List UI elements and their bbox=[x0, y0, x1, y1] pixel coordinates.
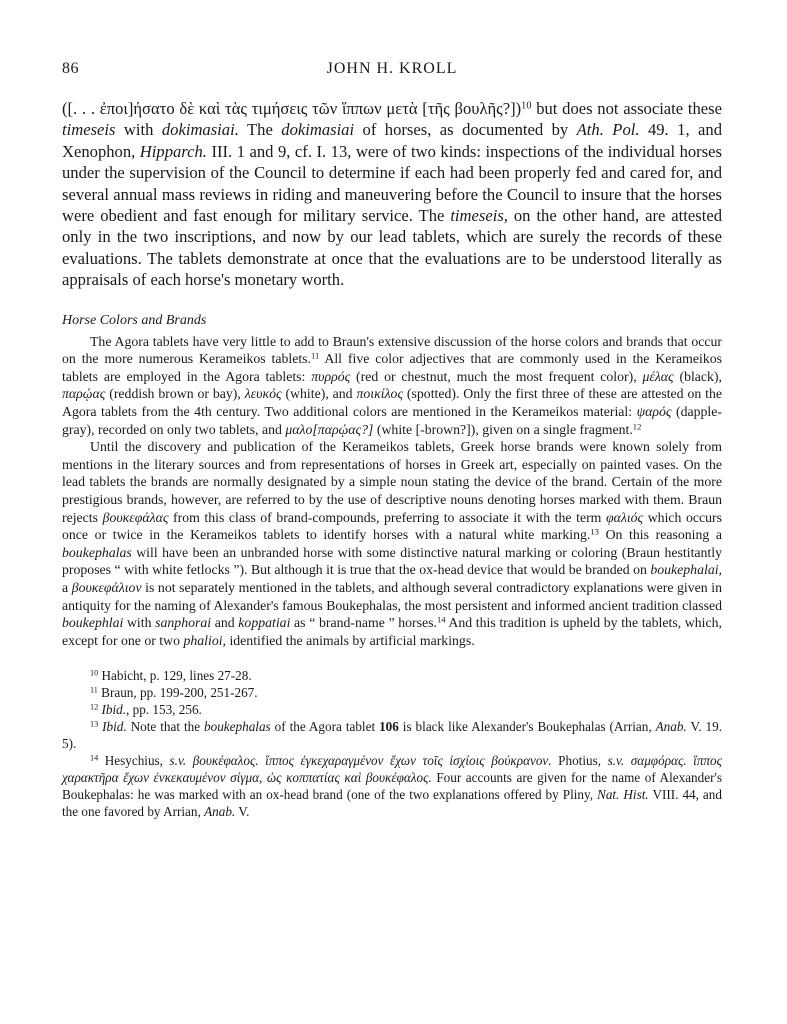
greek-quote: ([. . . ἐποι]ήσατο δὲ καὶ τὰς τιμήσεις τῶν ἵππων μετὰ [τῆς βουλῆς?]) bbox=[62, 99, 522, 118]
footnote-11: $^{11}$ Braun, pp. 199-200, 251-267. bbox=[90, 685, 258, 701]
running-head: JOHN H. KROLL bbox=[326, 60, 458, 77]
footnote-10: $^{10}$ Habicht, p. 129, lines 27-28. bbox=[90, 668, 252, 684]
page-header bbox=[62, 60, 722, 84]
section-title: Horse Colors and Brands bbox=[62, 312, 207, 328]
footnote-12: $^{12}$ Ibid., pp. 153, 256. bbox=[90, 702, 202, 718]
footnote-ref-12[interactable]: 12 bbox=[632, 420, 642, 431]
page bbox=[62, 60, 722, 820]
footnote-ref-14[interactable]: 14 bbox=[436, 614, 446, 625]
paragraph-colors: The Agora tablets have very little to add to Braun's extensive discussion of the horse colors and brands that occur on the more numerous Kerameikos tablets.$^{11}$ All five color adjectives that are commonly used in the Kerameikos tablets are employed in the Agora tablets: πυρρός (red or chestnut, much the most frequent color), μέλας (black), παρῴας (reddish brown or bay), λευκός (white), and ποικίλος (spotted). Only the first three of these are attested on the Agora tablets from the 4th century. Two additional colors are mentioned in the Kerameikos material: ψαρός (dapple-gray), recorded on only two tablets, and μαλο[παρῴας?] (white [-brown?]), given on a single fragment.$^{12}$ bbox=[62, 333, 723, 437]
intro-paragraph: ([. . . ἐποι]ήσατο δὲ καὶ τὰς τιμήσεις τῶν ἵππων μετὰ [τῆς βουλῆς?])$^{10}$ but does not associate these timeseis with dokimasiai. The dokimasiai of horses, as documented by Ath. Pol. 49. 1, and Xenophon, Hipparch. III. 1 and 9, cf. I. 13, were of two kinds: inspections of the individual horses under the supervision of the Council to determine if each had been properly fed and cared for, and several annual mass reviews in riding and maneuvering before the Council to insure that the horses were obedient and fast enough for military service. The timeseis, on the other hand, are attested only in the two inscriptions, and now by our lead tablets, which are surely the records of these evaluations. The tablets demonstrate at once that the evaluations are to be understood literally as appraisals of each horse's monetary worth. bbox=[62, 99, 723, 290]
footnote-ref-13[interactable]: 13 bbox=[590, 526, 599, 537]
footnote-ref-10[interactable]: 10 bbox=[521, 100, 532, 112]
footnotes bbox=[62, 667, 722, 820]
footnote-ref-11[interactable]: 11 bbox=[311, 350, 320, 361]
page-number: 86 bbox=[62, 60, 79, 77]
paragraph-brands: Until the discovery and publication of the Kerameikos tablets, Greek horse brands were known solely from mentions in the literary sources and from representations of horses in Greek art, especially on painted vases. On the lead tablets the brands are normally designated by a simple noun stating the device of the brand. Certain of the more prestigious brands, however, are referred to by the use of descriptive nouns denoting horses marked with them. Braun rejects βουκεφάλας from this class of brand-compounds, preferring to associate it with the term φαλιός which occurs once or twice in the Kerameikos tablets to identify horses with a natural white marking.$^{13}$ On this reasoning a boukephalas will have been an unbranded horse with some distinctive natural marking or coloring (Braun hestitantly proposes “ with white fetlocks ”). But although it is true that the ox-head device that would be branded on boukephalai, a βουκεφάλιον is not separately mentioned in the tablets, and although several contradictory explanations were given in antiquity for the naming of Alexander's famous Boukephalas, the most persistent and informed ancient tradition classed boukephlai with sanphorai and koppatiai as “ brand-name ” horses.$^{14}$ And this tradition is upheld by the tablets, which, except for one or two phalioi, identified the animals by artificial markings. bbox=[62, 439, 723, 648]
footnote-13: $^{13}$ Ibid. Note that the boukephalas of the Agora tablet 106 is black like Alexander's Boukephalas (Arrian, Anab. V. 19. 5). bbox=[62, 719, 723, 752]
footnote-14: $^{14}$ Hesychius, s.v. βουκέφαλος. ἵππος ἐγκεχαραγμένον ἔχων τοῖς ἰσχίοις βούκρανον. Photius, s.v. σαμφόρας. ἵππος χαρακτῆρα ἔχων ἐνκεκαυμένον σίγμα, ὡς κοππατίας καὶ βουκέφαλος. Four accounts are given for the name of Alexander's Boukephalas: he was marked with an ox-head brand (one of the two explanations offered by Pliny, Nat. Hist. VIII. 44, and the one favored by Arrian, Anab. V. bbox=[62, 753, 722, 820]
